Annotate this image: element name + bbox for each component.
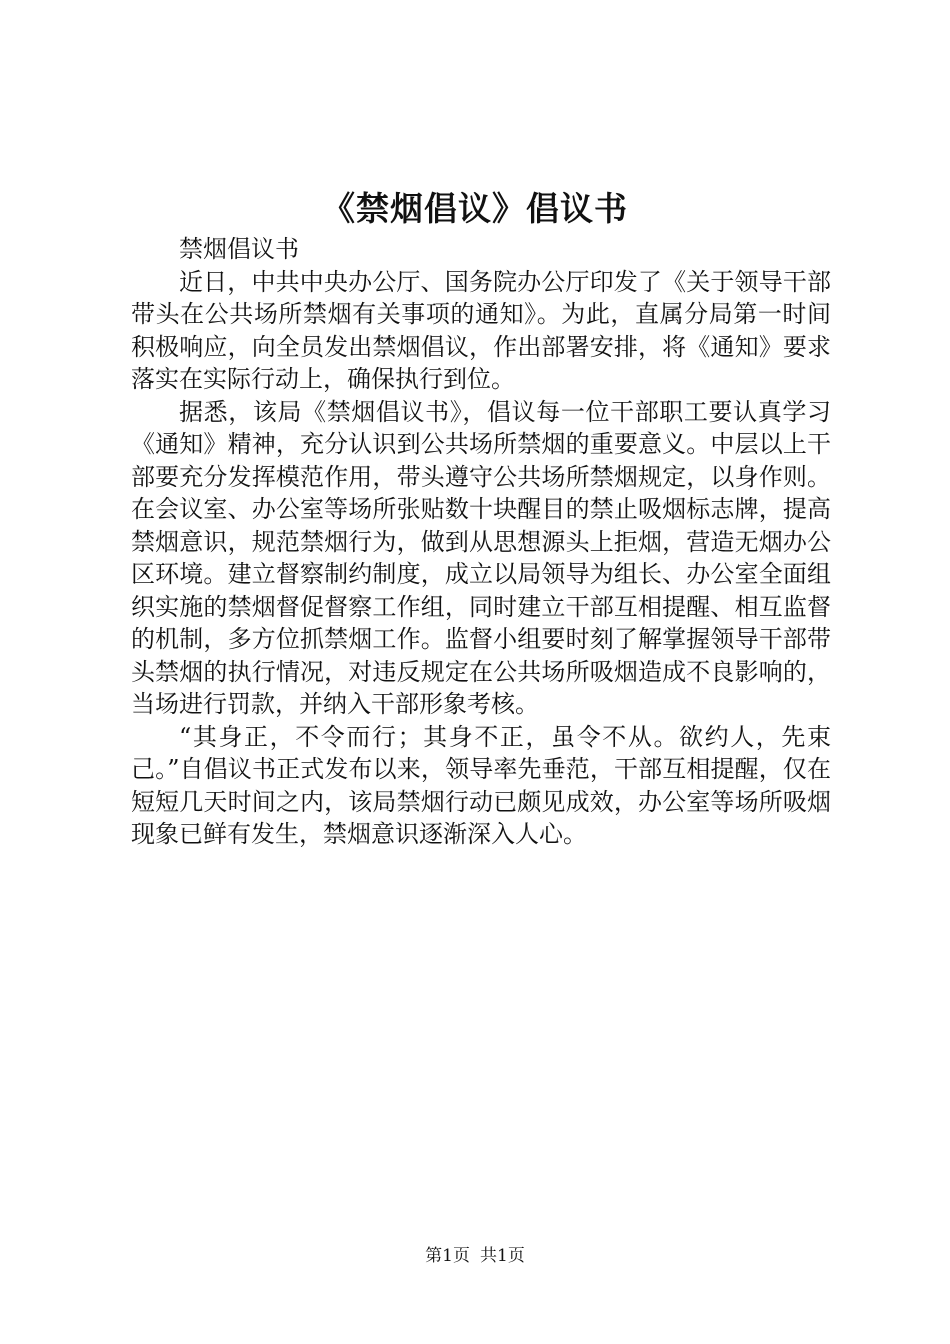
document-title: 《禁烟倡议》倡议书 (322, 189, 628, 228)
page-footer (0, 1244, 950, 1268)
page-number-total: 共1页 (480, 1246, 525, 1266)
document-body (131, 233, 831, 851)
paragraph: “其身正，不令而行；其身不正，虽令不从。欲约人，先束己。”自倡议书正式发布以来，领导率先垂范，干部互相提醒，仅在短短几天时间之内，该局禁烟行动已颇见成效，办公室等场所吸烟现象已鲜有发生，禁烟意识逐渐深入人心。 (131, 722, 831, 848)
paragraph-heading: 禁烟倡议书 (179, 235, 299, 263)
paragraph: 据悉，该局《禁烟倡议书》，倡议每一位干部职工要认真学习《通知》精神，充分认识到公共场所禁烟的重要意义。中层以上干部要充分发挥模范作用，带头遵守公共场所禁烟规定，以身作则。在会议室、办公室等场所张贴数十块醒目的禁止吸烟标志牌，提高禁烟意识，规范禁烟行为，做到从思想源头上拒烟，营造无烟办公区环境。建立督察制约制度，成立以局领导为组长、办公室全面组织实施的禁烟督促督察工作组，同时建立干部互相提醒、相互监督的机制，多方位抓禁烟工作。监督小组要时刻了解掌握领导干部带头禁烟的执行情况，对违反规定在公共场所吸烟造成不良影响的，当场进行罚款，并纳入干部形象考核。 (131, 397, 831, 718)
page-number-current: 第1页 (425, 1246, 470, 1266)
paragraph: 近日，中共中央办公厅、国务院办公厅印发了《关于领导干部带头在公共场所禁烟有关事项的通知》。为此，直属分局第一时间积极响应，向全员发出禁烟倡议，作出部署安排，将《通知》要求落实在实际行动上，确保执行到位。 (131, 267, 831, 393)
